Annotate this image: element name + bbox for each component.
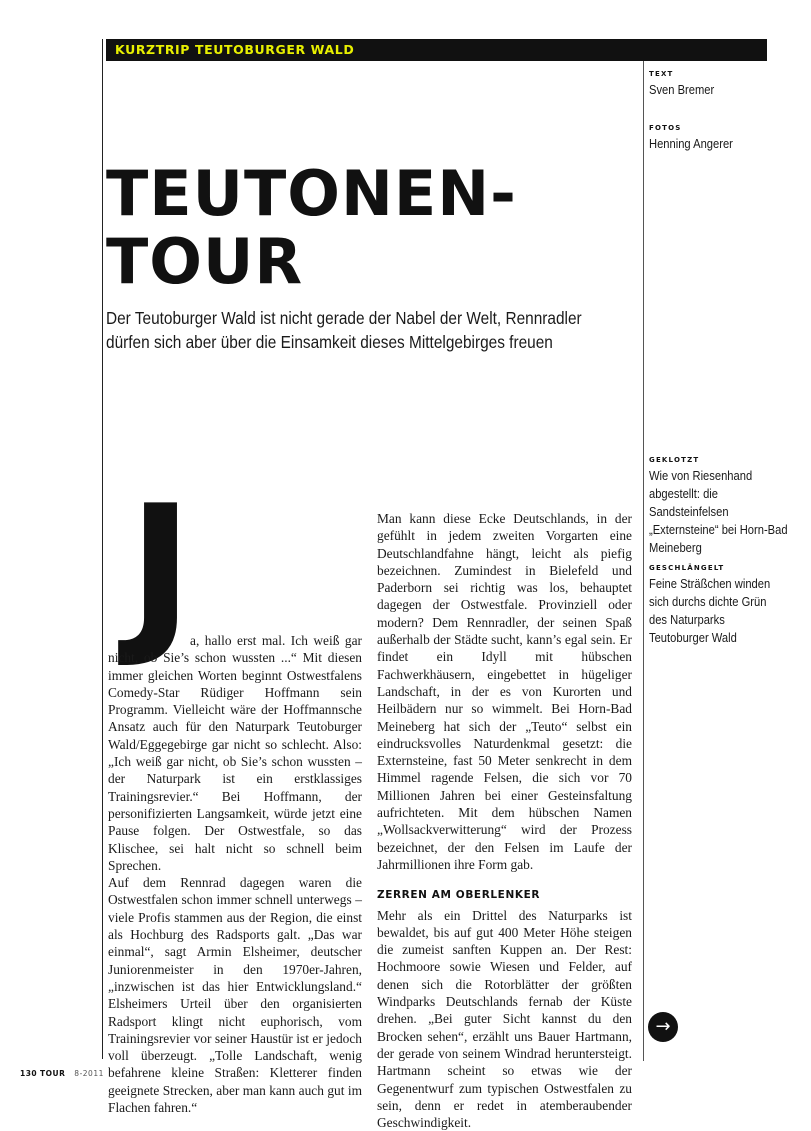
body-paragraph: Mehr als ein Drittel des Naturparks ist bewaldet, bis auf gut 400 Meter Höhe steigen die zumeist sanften Kuppen an. Der Rest: Hochmoore sowie Wiesen und Felder, auf denen sich die Rotorblätter der größten Windparks Deutschlands fernab der Küste drehen. „Bei guter Sicht kannst du den Brocken sehen“, erzählt uns Bauer Hartmann, der gerade von seinem Windrad heruntersteigt. Hartmann scheint so etwas wie der Gegenentwurf zum typischen Ostwestfalen zu sein, denn er redet in atemberaubender Geschwindigkeit.	[377, 907, 632, 1131]
credit-text-name: Sven Bremer	[649, 82, 715, 97]
caption-label: GEKLOTZT	[649, 456, 700, 464]
title-line-2: TOUR	[106, 225, 304, 298]
credit-photo	[649, 124, 789, 153]
credit-text	[649, 70, 789, 99]
body-column-2	[377, 510, 632, 1131]
caption-geklotzt	[649, 456, 789, 557]
body-column-1	[108, 632, 362, 1116]
page-footer	[20, 1069, 104, 1078]
article-subtitle: Der Teutoburger Wald ist nicht gerade der Nabel der Welt, Rennradler dürfen sich aber über die Einsamkeit dieses Mittelgebirges freuen	[106, 308, 582, 352]
page-number: 130	[20, 1069, 38, 1078]
credit-text-label: TEXT	[649, 70, 674, 78]
issue-number: 8-2011	[74, 1069, 104, 1078]
right-rule	[643, 61, 644, 1061]
caption-geschlaengelt	[649, 564, 789, 647]
subheading: ZERREN AM OBERLENKER	[377, 889, 541, 902]
title-line-1: TEUTONEN-	[106, 157, 517, 230]
left-rule	[102, 39, 103, 1059]
drop-cap: J	[128, 469, 194, 672]
section-header: KURZTRIP TEUTOBURGER WALD	[106, 39, 767, 61]
caption-label: GESCHLÄNGELT	[649, 564, 725, 572]
body-paragraph: a, hallo erst mal. Ich weiß gar nicht, ob Sie’s schon wussten ...“ Mit diesen immer gleichen Worten beginnt Ostwestfalens Comedy-Star Rüdiger Hoffmann sein Programm. Vielleicht wäre der Hoffmannsche Ansatz auch für den Naturpark Teutoburger Wald/Eggegebirge gar nicht so schlecht. Also: „Ich weiß gar nicht, ob Sie’s schon wussten – der Naturpark ist ein erstklassiges Trainingsrevier.“ Bei Hoffmann, der personifizierten Langsamkeit, würde jetzt eine Pause folgen. Der Ostwestfale, so das Klischee, sei halt nicht so schnell beim Sprechen.	[108, 633, 362, 873]
article-title	[106, 157, 517, 298]
body-paragraph: Man kann diese Ecke Deutschlands, in der gefühlt in jedem zweiten Vorgarten eine Deutschlandfahne hängt, leicht als piefig bezeichnen. Zumindest in Bielefeld und Paderborn sei richtig was los, behauptet dagegen der Ostwestfale. Provinziell oder modern? Dem Rennradler, der seinen Spaß außerhalb der Städte sucht, kann’s egal sein. Er findet ein Idyll mit hübschen Fachwerkhäusern, eingebettet in hügeliger Landschaft, in der es von Kurorten und Heilbädern nur so wimmelt. Bei Horn-Bad Meineberg hat sich der „Teuto“ selbst ein eindrucksvolles Naturdenkmal gesetzt: die Externsteine, fast 50 Meter senkrecht in dem Himmel ragende Felsen, die sich vor 70 Millionen Jahren bei einer Gesteinsfaltung aufrichteten. Mit dem hübschen Namen „Wollsackverwitterung“ wird der Prozess bezeichnet, der den Felsen im Laufe der Jahrmillionen ihre Form gab.	[377, 511, 632, 872]
caption-text: Wie von Riesenhand abgestellt: die Sandsteinfelsen „Externsteine“ bei Horn-Bad Meineberg	[649, 468, 788, 555]
continue-arrow-icon[interactable]: →	[648, 1012, 678, 1042]
magazine-name: TOUR	[40, 1069, 66, 1078]
credit-photo-label: FOTOS	[649, 124, 682, 132]
credit-photo-name: Henning Angerer	[649, 136, 733, 151]
caption-text: Feine Sträßchen winden sich durchs dichte Grün des Naturparks Teutoburger Wald	[649, 576, 771, 645]
body-paragraph: Auf dem Rennrad dagegen waren die Ostwestfalen schon immer schnell unterwegs – viele Profis stammen aus der Region, die einst als Hochburg des Radsports galt. „Das war einmal“, sagt Armin Elsheimer, deutscher Juniorenmeister in den 1970er-Jahren, „inzwischen ist das hier Entwicklungsland.“ Elsheimers Urteil über den organisierten Radsport klingt nicht euphorisch, vom Trainingsrevier vor seiner Haustür ist er jedoch voll überzeugt. „Tolle Landschaft, wenig befahrene kleine Straßen: Kletterer finden geeignete Strecken, aber man kann auch gut im Flachen fahren.“	[108, 875, 362, 1116]
